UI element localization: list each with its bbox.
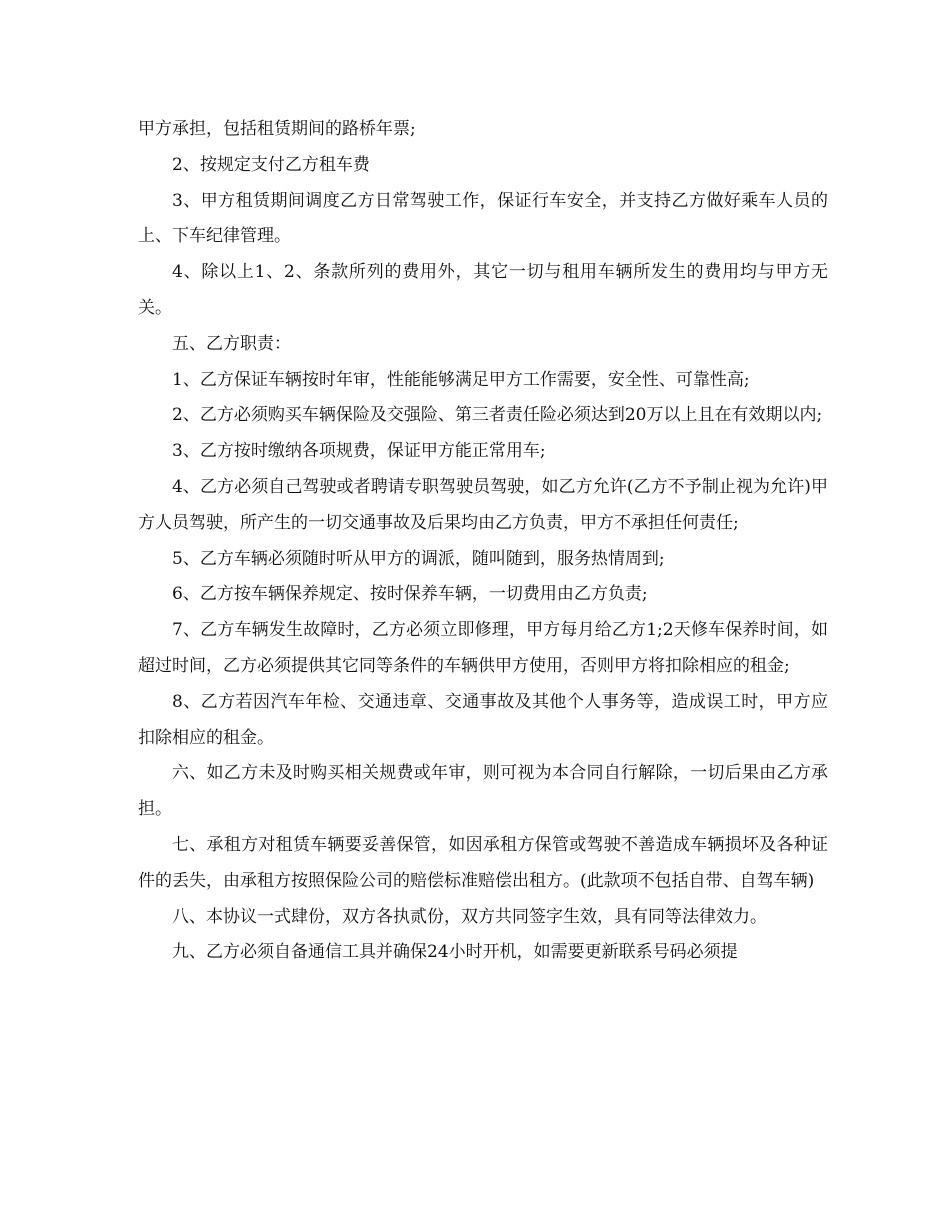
- document-body: [138, 112, 828, 971]
- paragraph: 4、除以上1、2、条款所列的费用外，其它一切与租用车辆所发生的费用均与甲方无关。: [138, 262, 828, 318]
- paragraph: 8、乙方若因汽车年检、交通违章、交通事故及其他个人事务等，造成误工时，甲方应扣除相应的租金。: [138, 691, 828, 748]
- clause-six: 六、如乙方未及时购买相关规费或年审，则可视为本合同自行解除，一切后果由乙方承担。: [138, 763, 828, 820]
- clause-nine: 九、乙方必须自备通信工具并确保24小时开机，如需要更新联系号码必须提: [172, 942, 738, 963]
- paragraph: 甲方承担，包括租赁期间的路桥年票;: [138, 119, 416, 139]
- paragraph: 4、乙方必须自己驾驶或者聘请专职驾驶员驾驶，如乙方允许(乙方不予制止视为允许)甲方人员驾驶，所产生的一切交通事故及后果均由乙方负责，甲方不承担任何责任;: [138, 476, 828, 533]
- paragraph: 3、乙方按时缴纳各项规费，保证甲方能正常用车;: [172, 441, 546, 462]
- paragraph: 6、乙方按车辆保养规定、按时保养车辆，一切费用由乙方负责;: [172, 584, 648, 605]
- clause-seven: 七、承租方对租赁车辆要妥善保管，如因承租方保管或驾驶不善造成车辆损坏及各种证件的丢失，由承租方按照保险公司的赔偿标准赔偿出租方。(此款项不包括自带、自驾车辆): [138, 834, 828, 891]
- paragraph: 2、乙方必须购买车辆保险及交强险、第三者责任险必须达到20万以上且在有效期以内;: [172, 405, 823, 426]
- paragraph: 1、乙方保证车辆按时年审，性能能够满足甲方工作需要，安全性、可靠性高;: [172, 369, 750, 390]
- clause-eight: 八、本协议一式肆份，双方各执贰份，双方共同签字生效，具有同等法律效力。: [172, 906, 767, 927]
- paragraph: 2、按规定支付乙方租车费: [172, 154, 370, 175]
- paragraph: 3、甲方租赁期间调度乙方日常驾驶工作，保证行车安全，并支持乙方做好乘车人员的上、下车纪律管理。: [138, 190, 828, 247]
- paragraph: 5、乙方车辆必须随时听从甲方的调派，随叫随到，服务热情周到;: [172, 548, 665, 569]
- paragraph: 7、乙方车辆发生故障时，乙方必须立即修理，甲方每月给乙方1;2天修车保养时间，如超过时间，乙方必须提供其它同等条件的车辆供甲方使用，否则甲方将扣除相应的租金;: [138, 620, 828, 676]
- section-heading: 五、乙方职责：: [172, 333, 291, 354]
